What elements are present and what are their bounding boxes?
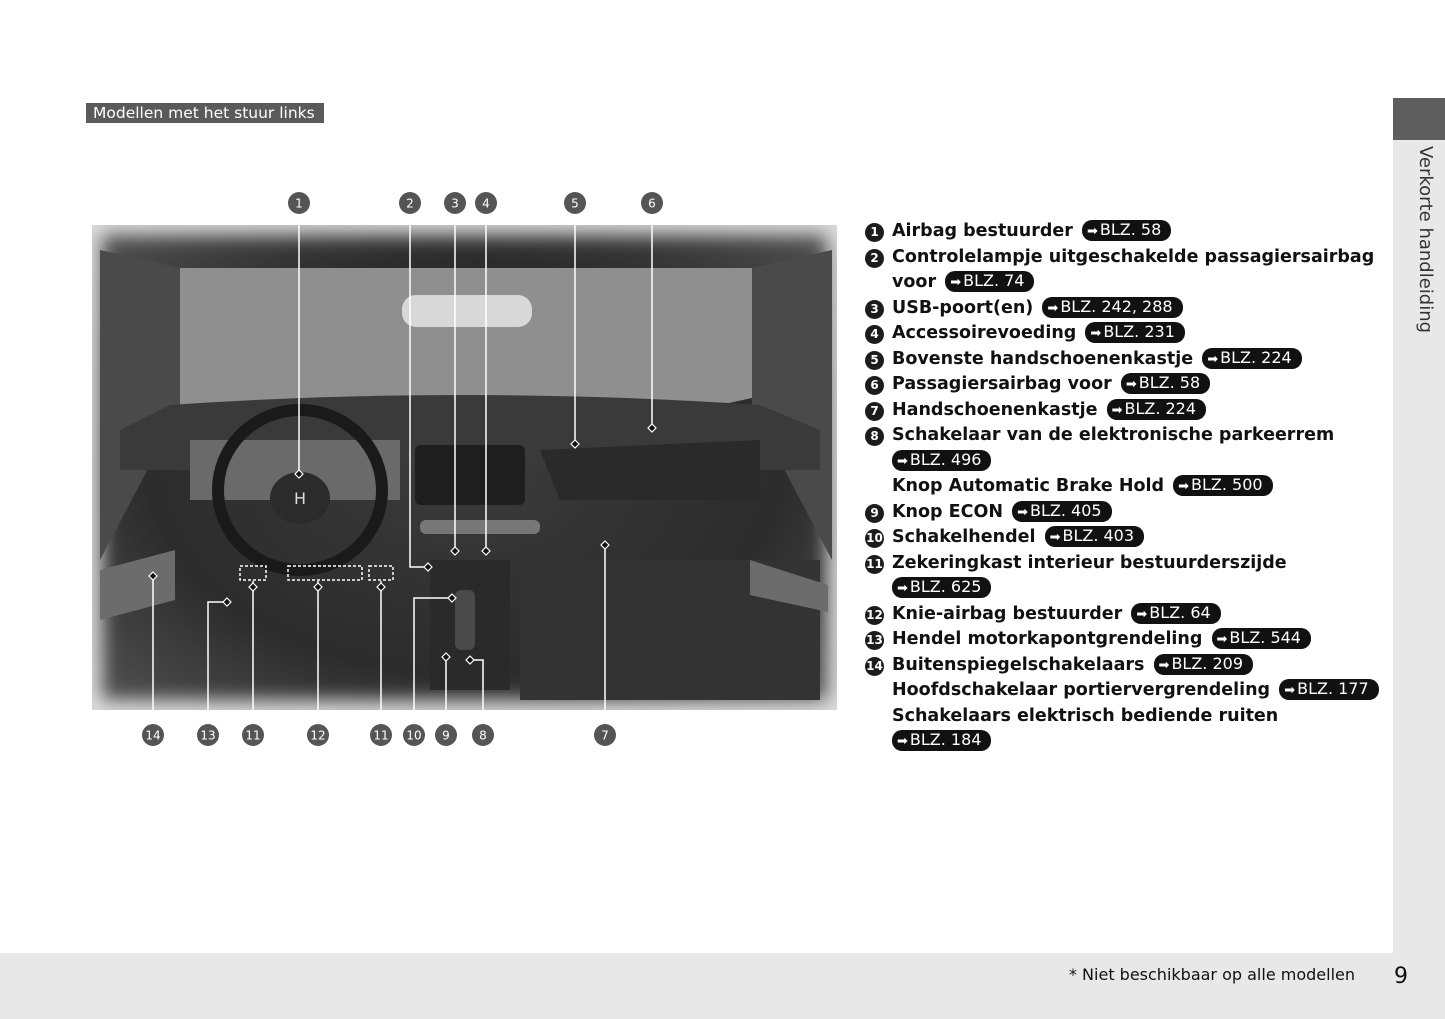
section-tab-label: Verkorte handleiding: [1415, 146, 1436, 334]
legend-text: Knop Automatic Brake Hold: [892, 476, 1165, 496]
page-number: 9: [1394, 964, 1408, 989]
arrow-right-icon: ➡: [1178, 479, 1190, 494]
svg-text:5: 5: [571, 196, 579, 211]
svg-text:1: 1: [295, 196, 303, 211]
legend-number: 7: [865, 402, 884, 421]
legend-number: 5: [865, 351, 884, 370]
callout-12: [307, 724, 329, 746]
page-reference-link[interactable]: ➡ BLZ. 58: [1121, 373, 1210, 394]
legend-number: 1: [865, 223, 884, 242]
legend-text: Passagiersairbag voor: [892, 374, 1112, 394]
legend-text: voor: [892, 272, 937, 292]
svg-text:4: 4: [482, 196, 490, 211]
callout-9: [435, 724, 457, 746]
callout-3: [444, 192, 466, 214]
svg-text:7: 7: [601, 728, 609, 743]
callout-4: [475, 192, 497, 214]
callout-13: [197, 724, 219, 746]
svg-text:6: 6: [648, 196, 656, 211]
svg-text:H: H: [293, 489, 307, 508]
legend-number: 8: [865, 427, 884, 446]
arrow-right-icon: ➡: [1136, 606, 1148, 622]
svg-text:13: 13: [200, 728, 216, 743]
model-label: Modellen met het stuur links: [86, 103, 324, 123]
callout-1: [288, 192, 310, 214]
legend-item: [864, 245, 1384, 296]
legend-item: [864, 347, 1384, 373]
legend-number: 3: [865, 300, 884, 319]
arrow-right-icon: ➡: [1090, 326, 1102, 341]
legend-number: 10: [865, 529, 884, 548]
page-reference-link[interactable]: ➡ BLZ. 544: [1212, 628, 1311, 649]
legend-text: Hoofdschakelaar portiervergrendeling: [892, 680, 1271, 700]
callout-6: [641, 192, 663, 214]
arrow-right-icon: ➡: [1284, 683, 1296, 698]
arrow-right-icon: ➡: [897, 581, 908, 596]
arrow-right-icon: ➡: [1216, 632, 1228, 647]
arrow-right-icon: ➡: [1049, 530, 1061, 545]
legend-item: [864, 627, 1384, 653]
legend-item: [864, 321, 1384, 347]
legend-item: [864, 398, 1384, 424]
legend-number: 9: [865, 504, 884, 523]
arrow-right-icon: ➡: [1125, 377, 1137, 392]
legend-number: 6: [865, 376, 884, 395]
svg-text:3: 3: [451, 196, 459, 211]
footnote: * Niet beschikbaar op alle modellen: [1068, 965, 1355, 984]
legend-item: [864, 296, 1384, 322]
page-reference-link[interactable]: ➡ BLZ. 58: [1082, 220, 1171, 241]
callout-numbers-bottom: [142, 724, 616, 746]
page-reference-link[interactable]: ➡ BLZ. 500: [1173, 475, 1272, 496]
page-reference-link[interactable]: ➡ BLZ. 403: [1045, 526, 1144, 547]
footer-bar: [0, 953, 1445, 1019]
page-reference-link[interactable]: ➡ BLZ. 177: [1279, 679, 1378, 700]
page-reference-link[interactable]: ➡ BLZ. 224: [1107, 399, 1206, 420]
legend-text: Controlelampje uitgeschakelde passagiersairbag: [892, 246, 1375, 267]
page-reference-link[interactable]: ➡ BLZ. 209: [1154, 654, 1253, 675]
legend-list: [864, 219, 1384, 755]
page-reference-link[interactable]: ➡ BLZ. 496: [892, 450, 991, 471]
callout-11-left: [242, 724, 264, 746]
svg-text:8: 8: [479, 728, 487, 743]
legend-text: Buitenspiegelschakelaars: [892, 654, 1145, 675]
legend-item: [864, 372, 1384, 398]
arrow-right-icon: ➡: [1207, 351, 1219, 367]
arrow-right-icon: ➡: [1017, 504, 1028, 520]
legend-number: 12: [865, 606, 884, 625]
legend-text: Airbag bestuurder: [892, 221, 1073, 241]
legend-text: Schakelaar van de elektronische parkeerrem: [892, 425, 1335, 445]
legend-number: 4: [865, 325, 884, 344]
arrow-right-icon: ➡: [897, 453, 908, 469]
svg-text:10: 10: [406, 728, 422, 743]
page-reference-link[interactable]: ➡ BLZ. 231: [1085, 322, 1184, 343]
page-reference-link[interactable]: ➡ BLZ. 625: [892, 577, 991, 598]
legend-number: 2: [865, 249, 884, 268]
svg-text:9: 9: [442, 728, 450, 743]
legend-number: 13: [865, 631, 884, 650]
callout-8: [472, 724, 494, 746]
page-reference-link[interactable]: ➡ BLZ. 405: [1012, 501, 1111, 522]
legend-text: Accessoirevoeding: [892, 323, 1077, 343]
legend-item: [864, 653, 1384, 755]
legend-text: Schakelhendel: [892, 527, 1036, 547]
page-reference-link[interactable]: ➡ BLZ. 242, 288: [1042, 297, 1182, 318]
page-reference-link[interactable]: ➡ BLZ. 64: [1131, 603, 1220, 624]
page-reference-link[interactable]: ➡ BLZ. 224: [1202, 348, 1301, 369]
legend-text: Knie-airbag bestuurder: [892, 603, 1123, 624]
arrow-right-icon: ➡: [950, 275, 962, 290]
legend-number: 11: [865, 555, 884, 574]
arrow-right-icon: ➡: [897, 734, 908, 749]
legend-text: Schakelaars elektrisch bediende ruiten: [892, 705, 1279, 726]
legend-text: Knop ECON: [892, 501, 1003, 522]
callout-2: [399, 192, 421, 214]
callout-10: [403, 724, 425, 746]
legend-item: [864, 423, 1384, 500]
arrow-right-icon: ➡: [1158, 657, 1170, 673]
legend-text: Handschoenenkastje: [892, 399, 1098, 420]
legend-item: [864, 551, 1384, 602]
svg-text:12: 12: [310, 728, 326, 743]
arrow-right-icon: ➡: [1047, 300, 1059, 316]
legend-item: [864, 602, 1384, 628]
legend-text: Zekeringkast interieur bestuurderszijde: [892, 552, 1287, 573]
svg-text:11: 11: [373, 728, 389, 743]
callout-11-right: [370, 724, 392, 746]
legend-item: [864, 525, 1384, 551]
legend-text: USB-poort(en): [892, 297, 1034, 318]
callout-numbers-top: [288, 192, 663, 214]
callout-5: [564, 192, 586, 214]
dashboard-illustration: [100, 250, 832, 700]
legend-item: [864, 219, 1384, 245]
legend-text: Hendel motorkapontgrendeling: [892, 629, 1203, 649]
svg-text:11: 11: [245, 728, 261, 743]
svg-text:14: 14: [145, 728, 161, 743]
callout-7: [594, 724, 616, 746]
legend-text: Bovenste handschoenenkastje: [892, 348, 1194, 369]
legend-item: [864, 500, 1384, 526]
page-reference-link[interactable]: ➡ BLZ. 184: [892, 730, 991, 751]
callout-14: [142, 724, 164, 746]
page-reference-link[interactable]: ➡ BLZ. 74: [945, 271, 1034, 292]
svg-text:2: 2: [406, 196, 414, 211]
legend-number: 14: [865, 657, 884, 676]
arrow-right-icon: ➡: [1111, 402, 1123, 418]
arrow-right-icon: ➡: [1086, 224, 1098, 239]
